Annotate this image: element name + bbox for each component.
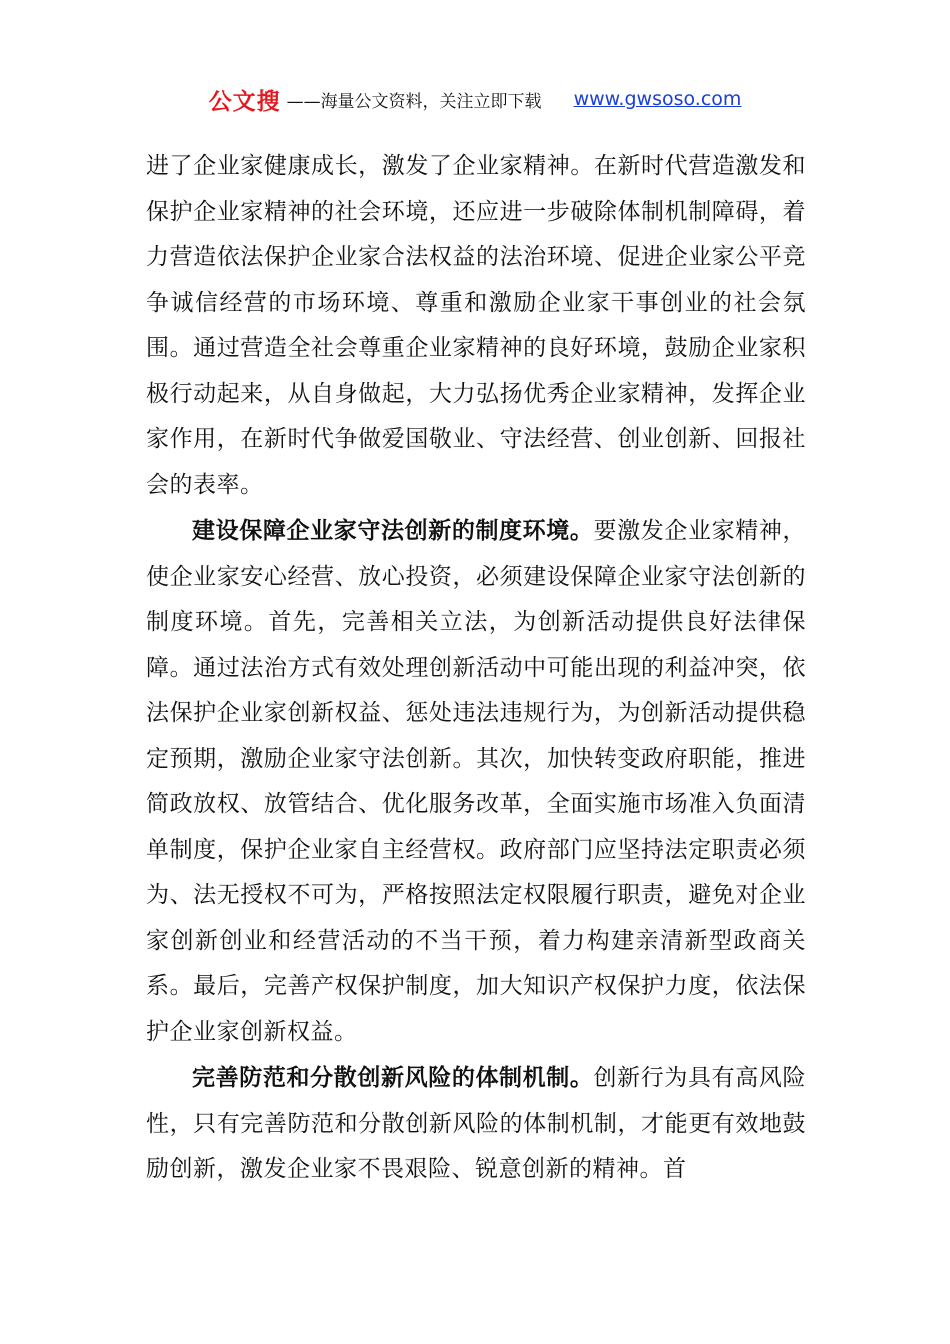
paragraph-3-text: 创新行为具有高风险性，只有完善防范和分散创新风险的体制机制，才能更有效地鼓励创新，激发企业家不畏艰险、锐意创新的精神。首 xyxy=(146,1065,807,1182)
paragraph-1 xyxy=(146,144,806,508)
document-body xyxy=(146,144,806,1193)
brand-logo-text[interactable]: 公文搜 xyxy=(208,88,281,115)
page-header xyxy=(0,84,950,114)
website-link[interactable]: www.gwsoso.com xyxy=(573,88,742,110)
paragraph-2 xyxy=(146,508,806,1055)
header-tagline: ——海量公文资料，关注立即下载 xyxy=(286,91,542,112)
paragraph-2-heading: 建设保障企业家守法创新的制度环境。 xyxy=(192,517,594,544)
paragraph-3-heading: 完善防范和分散创新风险的体制机制。 xyxy=(192,1064,594,1091)
paragraph-3 xyxy=(146,1055,806,1193)
paragraph-1-text: 进了企业家健康成长，激发了企业家精神。在新时代营造激发和保护企业家精神的社会环境，还应进一步破除体制机制障碍，着力营造依法保护企业家合法权益的法治环境、促进企业家公平竞争诚信经营的市场环境、尊重和激励企业家干事创业的社会氛围。通过营造全社会尊重企业家精神的良好环境，鼓励企业家积极行动起来，从自身做起，大力弘扬优秀企业家精神，发挥企业家作用，在新时代争做爱国敬业、守法经营、创业创新、回报社会的表率。 xyxy=(146,153,806,498)
paragraph-2-text: 要激发企业家精神，使企业家安心经营、放心投资，必须建设保障企业家守法创新的制度环境。首先，完善相关立法，为创新活动提供良好法律保障。通过法治方式有效处理创新活动中可能出现的利益冲突，依法保护企业家创新权益、惩处违法违规行为，为创新活动提供稳定预期，激励企业家守法创新。其次，加快转变政府职能，推进简政放权、放管结合、优化服务改革，全面实施市场准入负面清单制度，保护企业家自主经营权。政府部门应坚持法定职责必须为、法无授权不可为，严格按照法定权限履行职责，避免对企业家创新创业和经营活动的不当干预，着力构建亲清新型政商关系。最后，完善产权保护制度，加大知识产权保护力度，依法保护企业家创新权益。 xyxy=(146,518,807,1045)
